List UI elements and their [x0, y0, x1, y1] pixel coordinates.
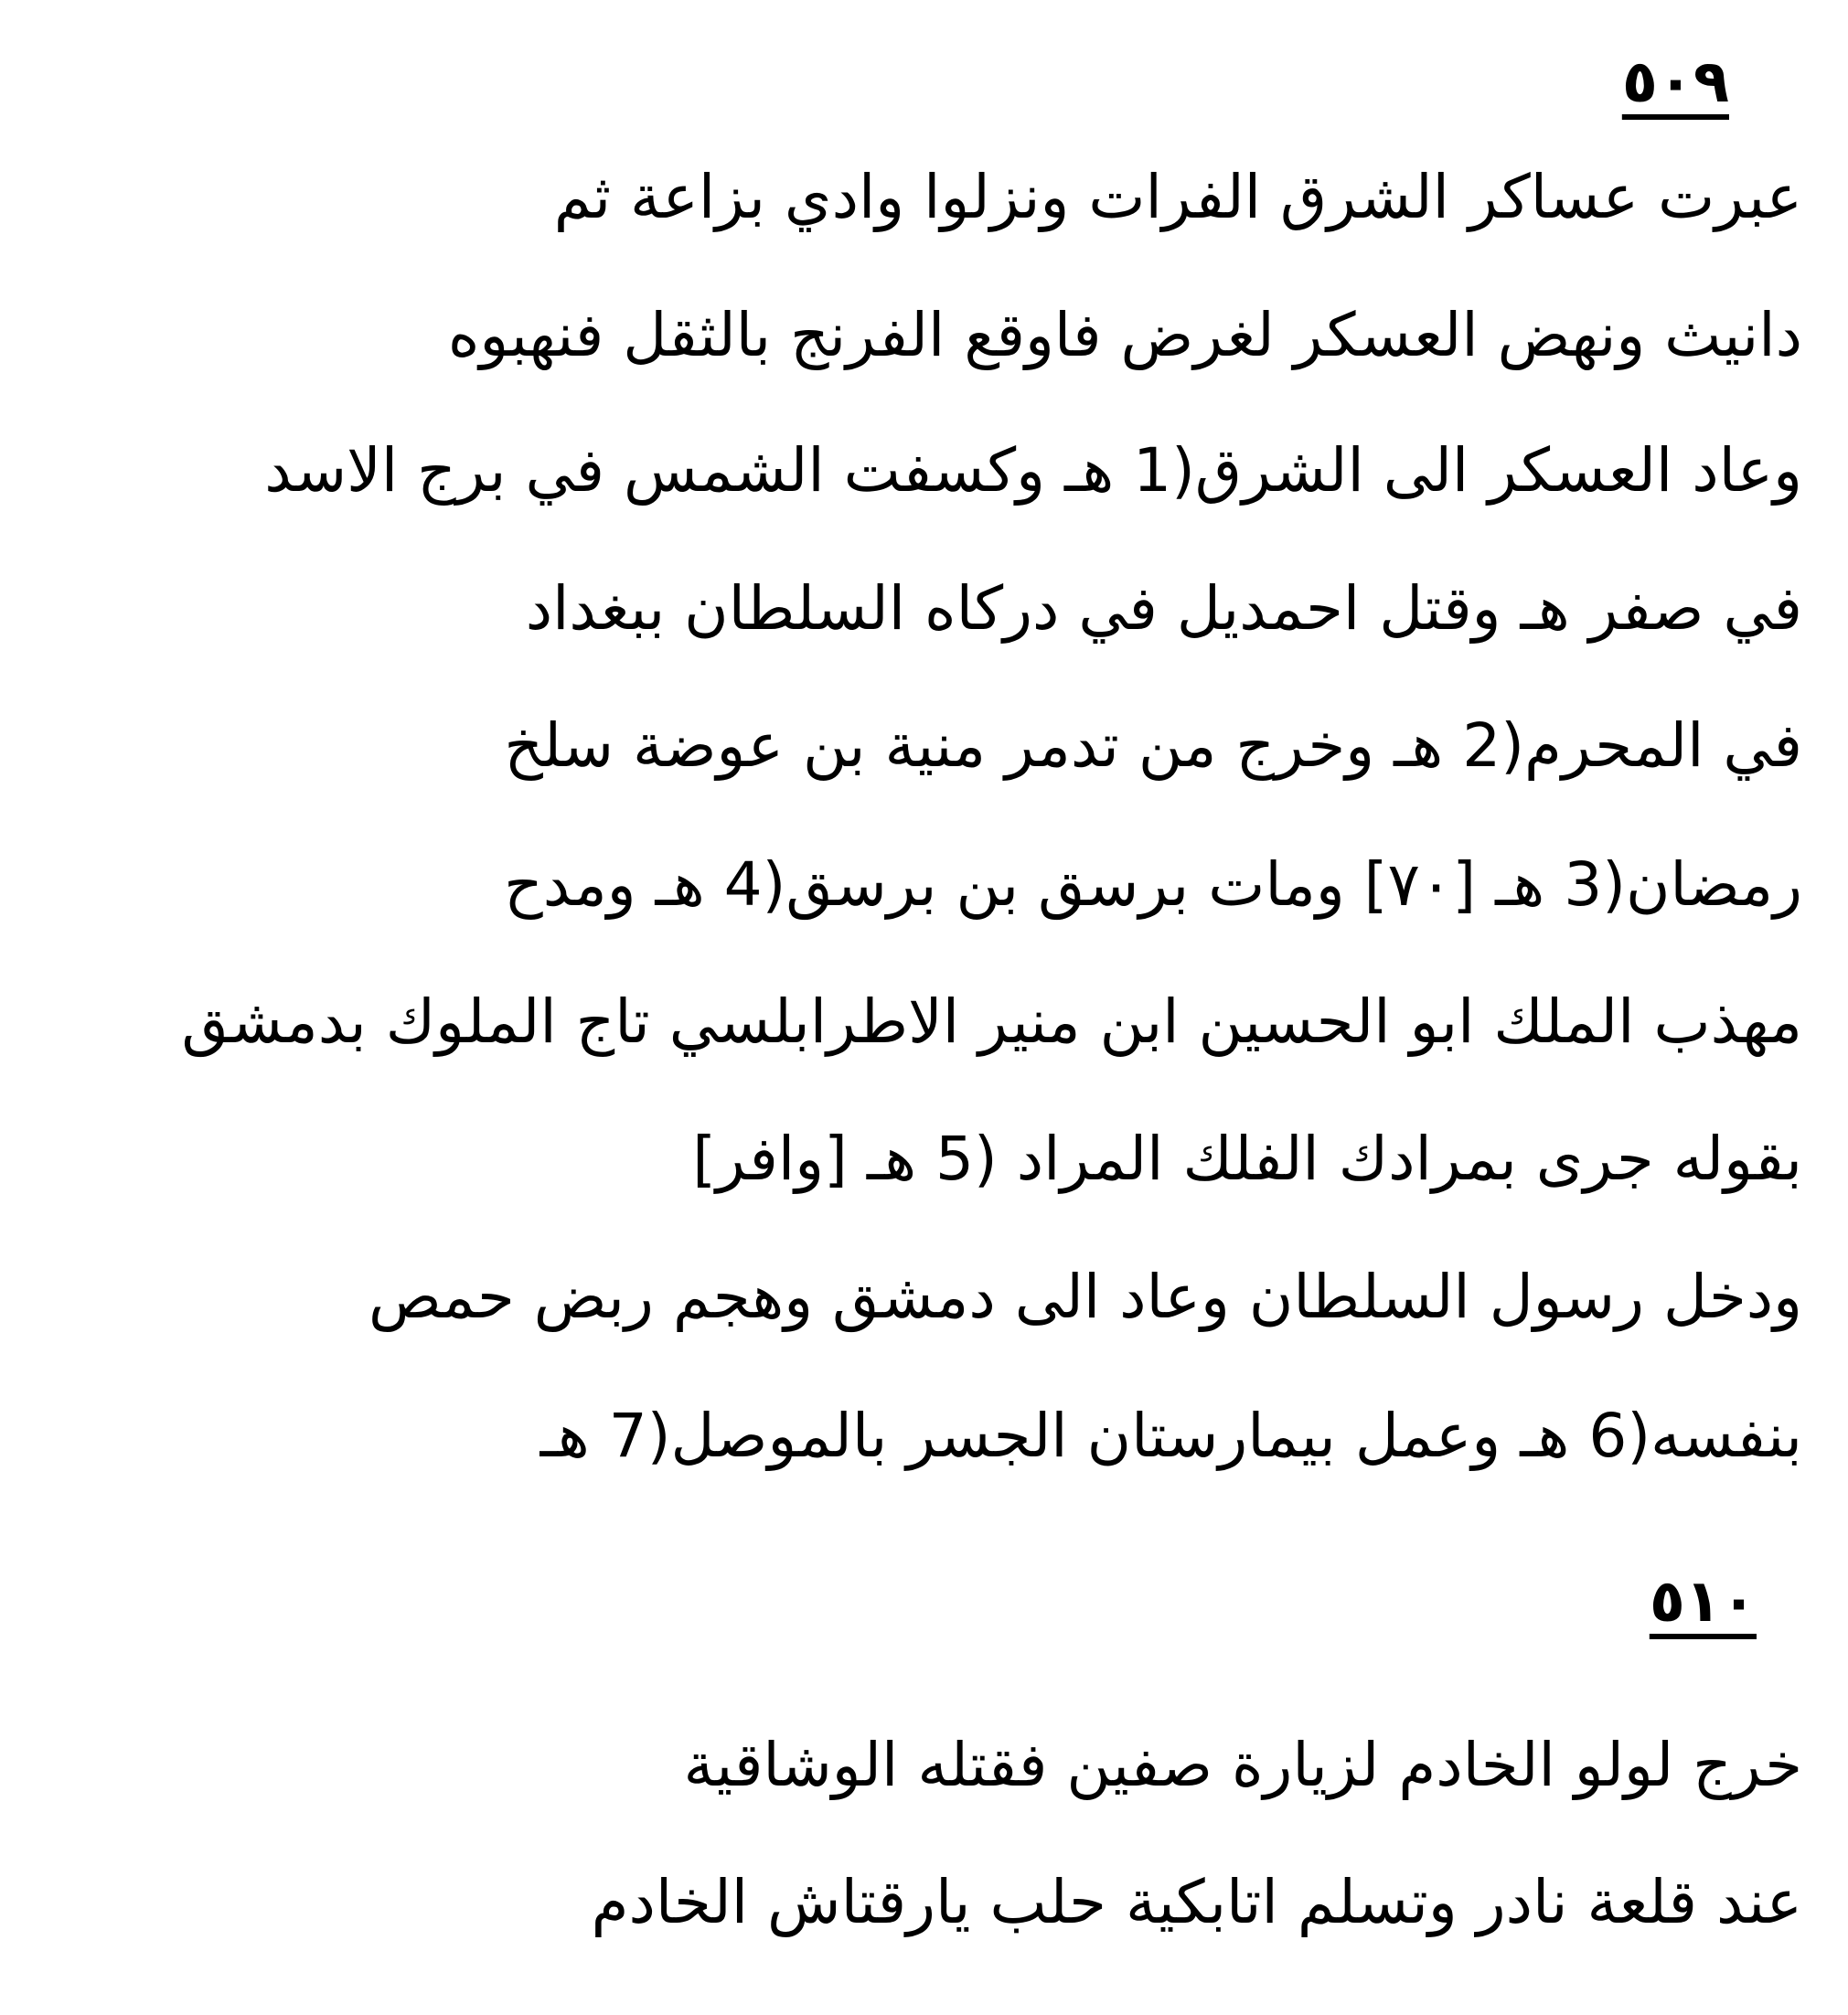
text-line: في المحرم(2 هـ وخرج من تدمر منية بن عوضة سلخ — [504, 710, 1802, 781]
text-line: دانيث ونهض العسكر لغرض فاوقع الفرنج بالثقل فنهبوه — [447, 300, 1802, 370]
text-line: عند قلعة نادر وتسلم اتابكية حلب يارقتاش الخادم — [591, 1867, 1802, 1937]
text-line: بقوله جرى بمرادك الفلك المراد (5 هـ [وافر] — [692, 1124, 1802, 1194]
text-line: في صفر هـ وقتل احمديل في دركاه السلطان ببغداد — [525, 573, 1802, 644]
text-line: ودخل رسول السلطان وعاد الى دمشق وهجم ربض حمص — [369, 1262, 1802, 1332]
text-line: عبرت عساكر الشرق الفرات ونزلوا وادي بزاعة ثم — [553, 162, 1802, 232]
text-line: وعاد العسكر الى الشرق(1 هـ وكسفت الشمس في برج الاسد — [264, 435, 1802, 506]
text-line: بنفسه(6 هـ وعمل بيمارستان الجسر بالموصل(7 هـ — [539, 1401, 1802, 1471]
text-line: مهذب الملك ابو الحسين ابن منير الاطرابلسي تاج الملوك بدمشق — [181, 986, 1802, 1057]
text-line: رمضان(3 هـ [٧٠] ومات برسق بن برسق(4 هـ ومدح — [504, 849, 1802, 920]
year-heading: ٥١٠ — [1649, 1568, 1757, 1636]
year-heading: ٥٠٩ — [1621, 48, 1729, 116]
text-line: خرج لولو الخادم لزيارة صفين فقتله الوشاقية — [683, 1730, 1802, 1800]
